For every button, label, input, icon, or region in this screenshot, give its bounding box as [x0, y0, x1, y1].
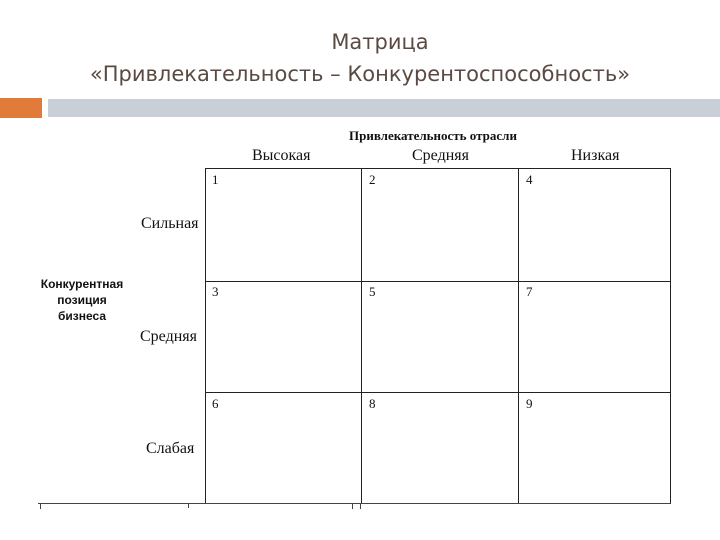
bottom-tick [360, 503, 361, 509]
bottom-tick [188, 503, 189, 508]
row-axis-label-line1: Конкурентная [40, 277, 124, 291]
row-axis-label [36, 276, 128, 324]
slide-title-line1: Матрица [331, 30, 429, 54]
grid-hline-1 [205, 281, 671, 282]
slide-title-line2: «Привлекательность – Конкурентоспособность» [89, 62, 631, 86]
bottom-rule [38, 503, 671, 504]
cell-number: 1 [212, 172, 219, 187]
cell-number: 4 [526, 172, 533, 187]
grid-vline-1 [361, 168, 362, 504]
row-header-medium: Средняя [140, 328, 197, 345]
accent-gray-bar [48, 99, 720, 117]
grid-hline-2 [205, 392, 671, 393]
row-axis-label-line2: позиция [57, 293, 107, 307]
cell-number: 8 [369, 396, 376, 411]
accent-orange-block [0, 98, 42, 118]
cell-number: 5 [369, 284, 376, 299]
row-header-weak: Слабая [146, 440, 195, 457]
cell-number: 7 [526, 284, 533, 299]
bottom-tick [40, 503, 41, 509]
bottom-tick [352, 503, 353, 509]
cell-number: 2 [369, 172, 376, 187]
cell-number: 3 [212, 284, 219, 299]
cell-number: 9 [526, 396, 533, 411]
row-header-strong: Сильная [141, 215, 199, 232]
row-axis-label-line3: бизнеса [57, 309, 106, 323]
matrix-grid [205, 168, 671, 504]
column-header-medium: Средняя [412, 147, 469, 164]
column-axis-label: Привлекательность отрасли [349, 128, 517, 143]
cell-number: 6 [212, 396, 219, 411]
grid-vline-2 [518, 168, 519, 504]
column-header-high: Высокая [252, 147, 311, 164]
column-header-low: Низкая [571, 147, 620, 164]
